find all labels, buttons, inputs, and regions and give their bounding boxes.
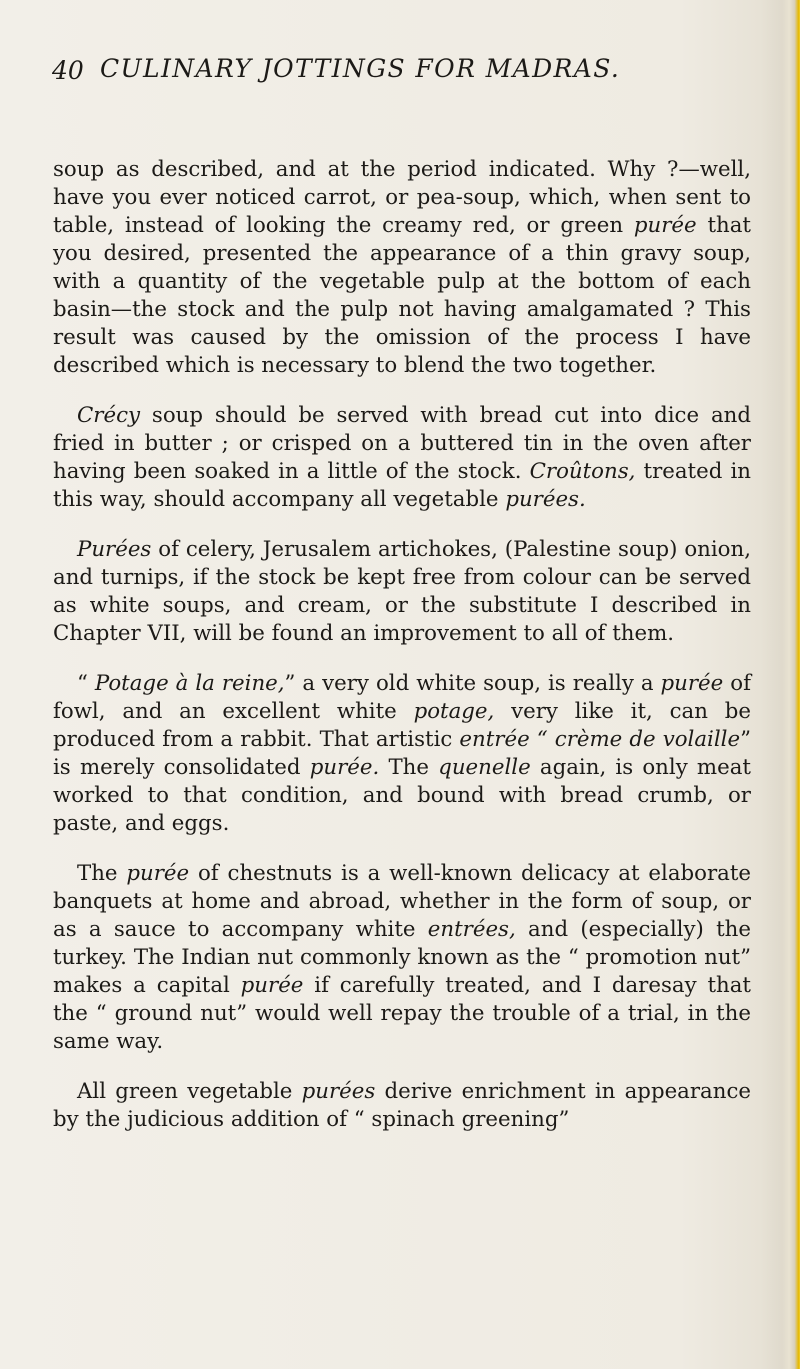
italic-text: purée. — [309, 755, 380, 780]
text-run: of fowl, and an excellent white — [53, 671, 751, 724]
text-run: soup should be served with bread cut into dice and fried in butter ; or crisped on a buttered tin in the oven after having been soaked in a little of the stock. — [53, 403, 751, 484]
text-run: of chestnuts is a well-known delicacy at elaborate banquets at home and abroad, whether in the form of soup, or as a sauce to accompany white — [53, 861, 752, 942]
italic-text: purée — [240, 973, 304, 998]
paragraph — [53, 536, 751, 648]
text-run: ” a very old white soup, is really a — [284, 671, 661, 696]
italic-text: entrée “ crème de volaille — [459, 727, 741, 752]
text-run: All green vegetable — [77, 1079, 302, 1104]
page-edge — [782, 0, 800, 1369]
text-run: very like it, can be produced from a rabbit. That artistic — [53, 699, 751, 752]
italic-text: purées. — [505, 487, 586, 512]
text-run: The — [77, 861, 127, 886]
body-text — [53, 156, 751, 1156]
text-run: derive enrichment in appearance by the judicious addition of “ spinach greening” — [53, 1079, 751, 1132]
italic-text: potage, — [413, 699, 495, 724]
text-run: and (especially) the turkey. The Indian nut commonly known as the “ promotion nut” makes a capital — [53, 917, 751, 998]
italic-text: Purées — [77, 537, 152, 562]
text-run: “ — [77, 671, 95, 696]
page-number: 40 — [52, 56, 84, 85]
italic-text: entrées, — [427, 917, 516, 942]
running-title: CULINARY JOTTINGS FOR MADRAS. — [100, 54, 621, 83]
italic-text: purée — [126, 861, 190, 886]
text-run: treated in this way, should accompany all vegetable — [53, 459, 751, 512]
text-run: if carefully treated, and I daresay that the “ ground nut” would well repay the trouble of a trial, in the same way. — [53, 973, 751, 1054]
italic-text: Potage à la reine, — [94, 671, 285, 696]
italic-text: quenelle — [438, 755, 531, 780]
italic-text: Crécy — [77, 403, 141, 428]
text-run: that you desired, presented the appearance of a thin gravy soup, with a quantity of the vegetable pulp at the bottom of each basin—the stock and the pulp not having amalgamated ? This result was caused by the omission of the process I have described which is necessary to blend the two together. — [53, 213, 751, 378]
paragraph — [53, 670, 751, 838]
paragraph — [53, 1078, 751, 1134]
running-header — [52, 54, 752, 94]
text-run: again, is only meat worked to that condition, and bound with bread crumb, or paste, and eggs. — [53, 755, 751, 836]
text-run: ” is merely consolidated — [53, 727, 751, 780]
italic-text: Croûtons, — [529, 459, 636, 484]
text-run: The — [379, 755, 439, 780]
italic-text: purées — [301, 1079, 376, 1104]
text-run: soup as described, and at the period indicated. Why ?—well, have you ever noticed carrot, or pea-soup, which, when sent to table, instead of looking the creamy red, or green — [53, 157, 751, 238]
paragraph — [53, 402, 751, 514]
italic-text: purée — [633, 213, 697, 238]
paragraph — [53, 156, 751, 380]
text-run: of celery, Jerusalem artichokes, (Palestine soup) onion, and turnips, if the stock be kept free from colour can be served as white soups, and cream, or the substitute I described in Chapter VII, will be found an improvement to all of them. — [53, 537, 751, 646]
italic-text: purée — [660, 671, 724, 696]
paragraph — [53, 860, 751, 1056]
